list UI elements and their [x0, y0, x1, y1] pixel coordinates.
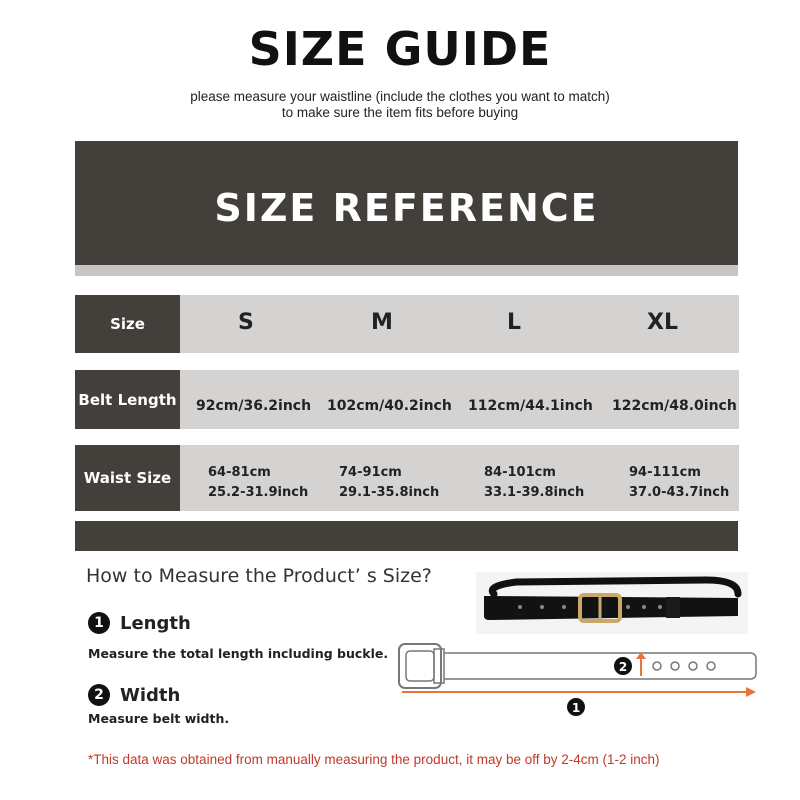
width-desc: Measure belt width.: [88, 711, 230, 726]
size-s: S: [238, 310, 254, 335]
measure-heading: How to Measure the Product’ s Size?: [86, 565, 432, 587]
belt-length-s: 92cm/36.2inch: [196, 398, 312, 414]
length-item: [88, 612, 191, 634]
waist-size-header: Waist Size: [75, 445, 180, 511]
belt-photo: [476, 572, 748, 634]
page-title: SIZE GUIDE: [248, 22, 552, 76]
diagram-marker-1: 1: [571, 701, 581, 715]
belt-length-row: [75, 370, 739, 429]
waist-s: [208, 463, 308, 503]
width-title: Width: [120, 684, 181, 706]
waist-xl: [629, 463, 729, 503]
number-2-badge: 2: [88, 684, 110, 706]
footnote: *This data was obtained from manually measuring the product, it may be off by 2-4cm (1-2 inch): [88, 752, 660, 767]
waist-xl-cm: 94-111cm: [629, 465, 701, 480]
belt-length-header: Belt Length: [75, 370, 180, 429]
waist-xl-inch: 37.0-43.7inch: [629, 485, 730, 500]
size-reference-heading: SIZE REFERENCE: [214, 186, 599, 230]
belt-length-xl: 122cm/48.0inch: [612, 398, 737, 414]
size-l: L: [507, 310, 522, 335]
table-bottom-bar: [75, 521, 738, 551]
belt-length-m: 102cm/40.2inch: [327, 398, 452, 414]
size-row-header: Size: [75, 295, 180, 353]
size-m: M: [371, 310, 393, 335]
size-xl: XL: [647, 310, 678, 335]
subtitle-line-2: to make sure the item fits before buying: [281, 105, 519, 120]
number-1-badge: 1: [88, 612, 110, 634]
length-title: Length: [120, 612, 191, 634]
waist-size-row: [75, 445, 739, 511]
belt-diagram: [390, 636, 760, 722]
waist-s-cm: 64-81cm: [208, 465, 271, 480]
belt-photo-icon: [476, 572, 748, 634]
waist-m: [339, 463, 439, 503]
belt-length-l: 112cm/44.1inch: [468, 398, 593, 414]
waist-m-cm: 74-91cm: [339, 465, 402, 480]
waist-l-inch: 33.1-39.8inch: [484, 485, 585, 500]
subtitle-line-1: please measure your waistline (include the clothes you want to match): [190, 89, 610, 104]
waist-l-cm: 84-101cm: [484, 465, 556, 480]
belt-diagram-icon: [390, 636, 760, 722]
length-desc: Measure the total length including buckle.: [88, 646, 389, 661]
waist-l: [484, 463, 584, 503]
width-item: [88, 684, 180, 706]
waist-m-inch: 29.1-35.8inch: [339, 485, 440, 500]
size-row: [75, 295, 739, 353]
diagram-marker-2: 2: [618, 660, 628, 674]
waist-s-inch: 25.2-31.9inch: [208, 485, 309, 500]
